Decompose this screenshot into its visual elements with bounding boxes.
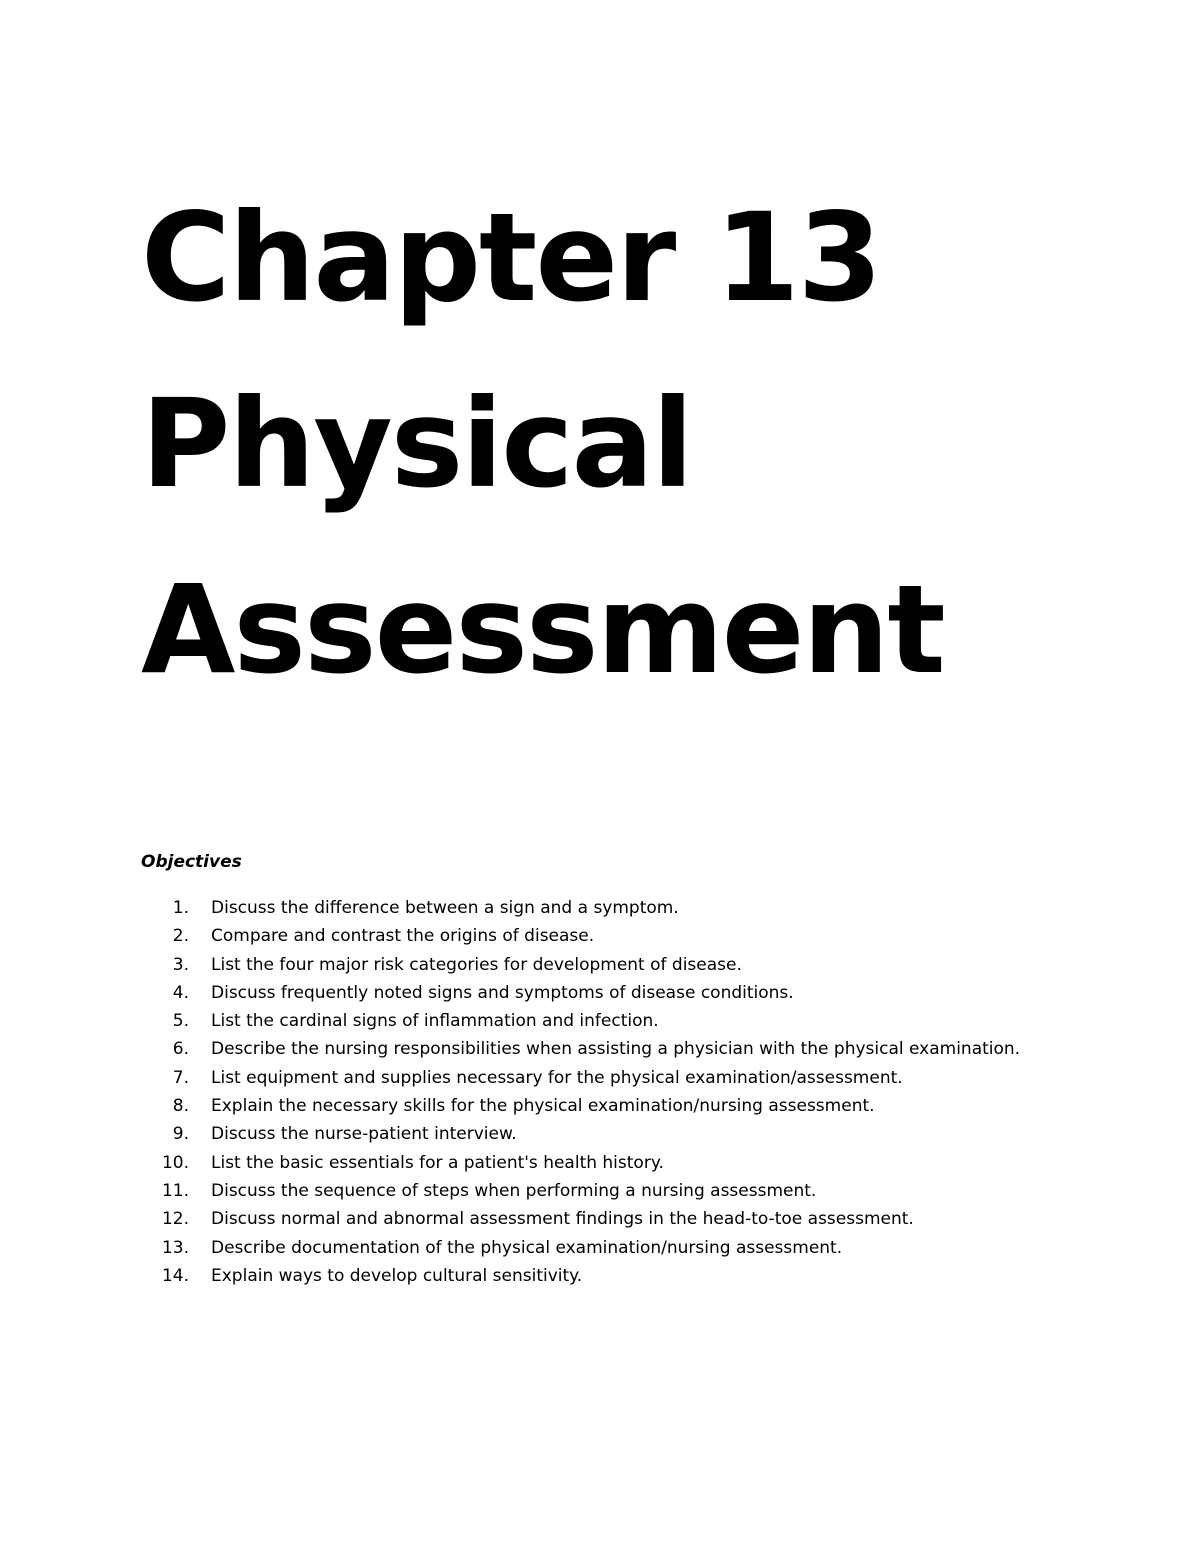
chapter-title <box>141 165 944 723</box>
objective-item <box>141 951 1020 979</box>
objective-number: 13. <box>161 1237 189 1258</box>
objective-item <box>141 1064 1020 1092</box>
objective-number-wrap <box>141 1064 211 1092</box>
objective-item <box>141 1205 1020 1233</box>
objective-number: 14. <box>161 1265 189 1286</box>
objective-text: Discuss the difference between a sign and a symptom. <box>211 898 679 918</box>
objective-number: 4. <box>172 982 189 1003</box>
objective-number-wrap <box>141 1120 211 1148</box>
objective-number-wrap <box>141 1234 211 1262</box>
objective-text: List the cardinal signs of inflammation and infection. <box>211 1011 659 1032</box>
objective-text: List the four major risk categories for development of disease. <box>211 954 742 975</box>
objective-number-wrap <box>141 894 211 922</box>
chapter-title-line-2: Physical <box>141 373 692 515</box>
objective-number: 5. <box>172 1011 189 1032</box>
objective-number: 2. <box>172 926 189 947</box>
objective-number-wrap <box>141 951 211 979</box>
objective-item <box>141 894 1020 922</box>
objectives-heading: Objectives <box>141 852 242 872</box>
objective-number: 9. <box>172 1124 189 1145</box>
objective-number-wrap <box>141 1205 211 1233</box>
objective-text: Describe the nursing responsibilities when assisting a physician with the physical examination. <box>211 1039 1021 1060</box>
objective-text: List equipment and supplies necessary for the physical examination/assessment. <box>211 1067 903 1088</box>
objective-number: 3. <box>172 954 189 975</box>
objective-item <box>141 1007 1020 1035</box>
objectives-list <box>141 894 1020 1290</box>
objective-number-wrap <box>141 979 211 1007</box>
objective-text: Compare and contrast the origins of disease. <box>211 926 595 947</box>
chapter-title-line-1: Chapter 13 <box>141 187 881 329</box>
objective-number-wrap <box>141 1262 211 1290</box>
objective-item <box>141 1149 1020 1177</box>
objective-text: List the basic essentials for a patient's health history. <box>211 1152 664 1173</box>
objective-item <box>141 1092 1020 1120</box>
objective-text: Explain the necessary skills for the physical examination/nursing assessment. <box>211 1096 875 1117</box>
objective-number: 7. <box>172 1067 189 1088</box>
objective-text: Discuss normal and abnormal assessment findings in the head-to-toe assessment. <box>211 1209 914 1230</box>
objective-text: Discuss the nurse-patient interview. <box>211 1124 517 1145</box>
objective-number-wrap <box>141 1149 211 1177</box>
objective-item <box>141 1035 1020 1063</box>
chapter-title-line-3: Assessment <box>141 559 944 701</box>
objective-item <box>141 1177 1020 1205</box>
objective-number: 12. <box>161 1209 189 1230</box>
objective-item <box>141 1262 1020 1290</box>
objective-text: Describe documentation of the physical examination/nursing assessment. <box>211 1237 843 1258</box>
objective-number-wrap <box>141 1035 211 1063</box>
objective-number: 1. <box>172 898 189 918</box>
objective-text: Discuss the sequence of steps when performing a nursing assessment. <box>211 1180 817 1201</box>
objective-item <box>141 1234 1020 1262</box>
objective-number-wrap <box>141 1177 211 1205</box>
objective-number: 8. <box>172 1096 189 1117</box>
objective-number-wrap <box>141 1007 211 1035</box>
objective-item <box>141 922 1020 950</box>
objective-number-wrap <box>141 922 211 950</box>
objective-number: 6. <box>172 1039 189 1060</box>
objective-number: 11. <box>161 1180 189 1201</box>
objective-item <box>141 1120 1020 1148</box>
objective-number-wrap <box>141 1092 211 1120</box>
objective-text: Discuss frequently noted signs and symptoms of disease conditions. <box>211 982 794 1003</box>
objective-text: Explain ways to develop cultural sensitivity. <box>211 1265 583 1286</box>
objective-number: 10. <box>161 1152 189 1173</box>
objective-item <box>141 979 1020 1007</box>
